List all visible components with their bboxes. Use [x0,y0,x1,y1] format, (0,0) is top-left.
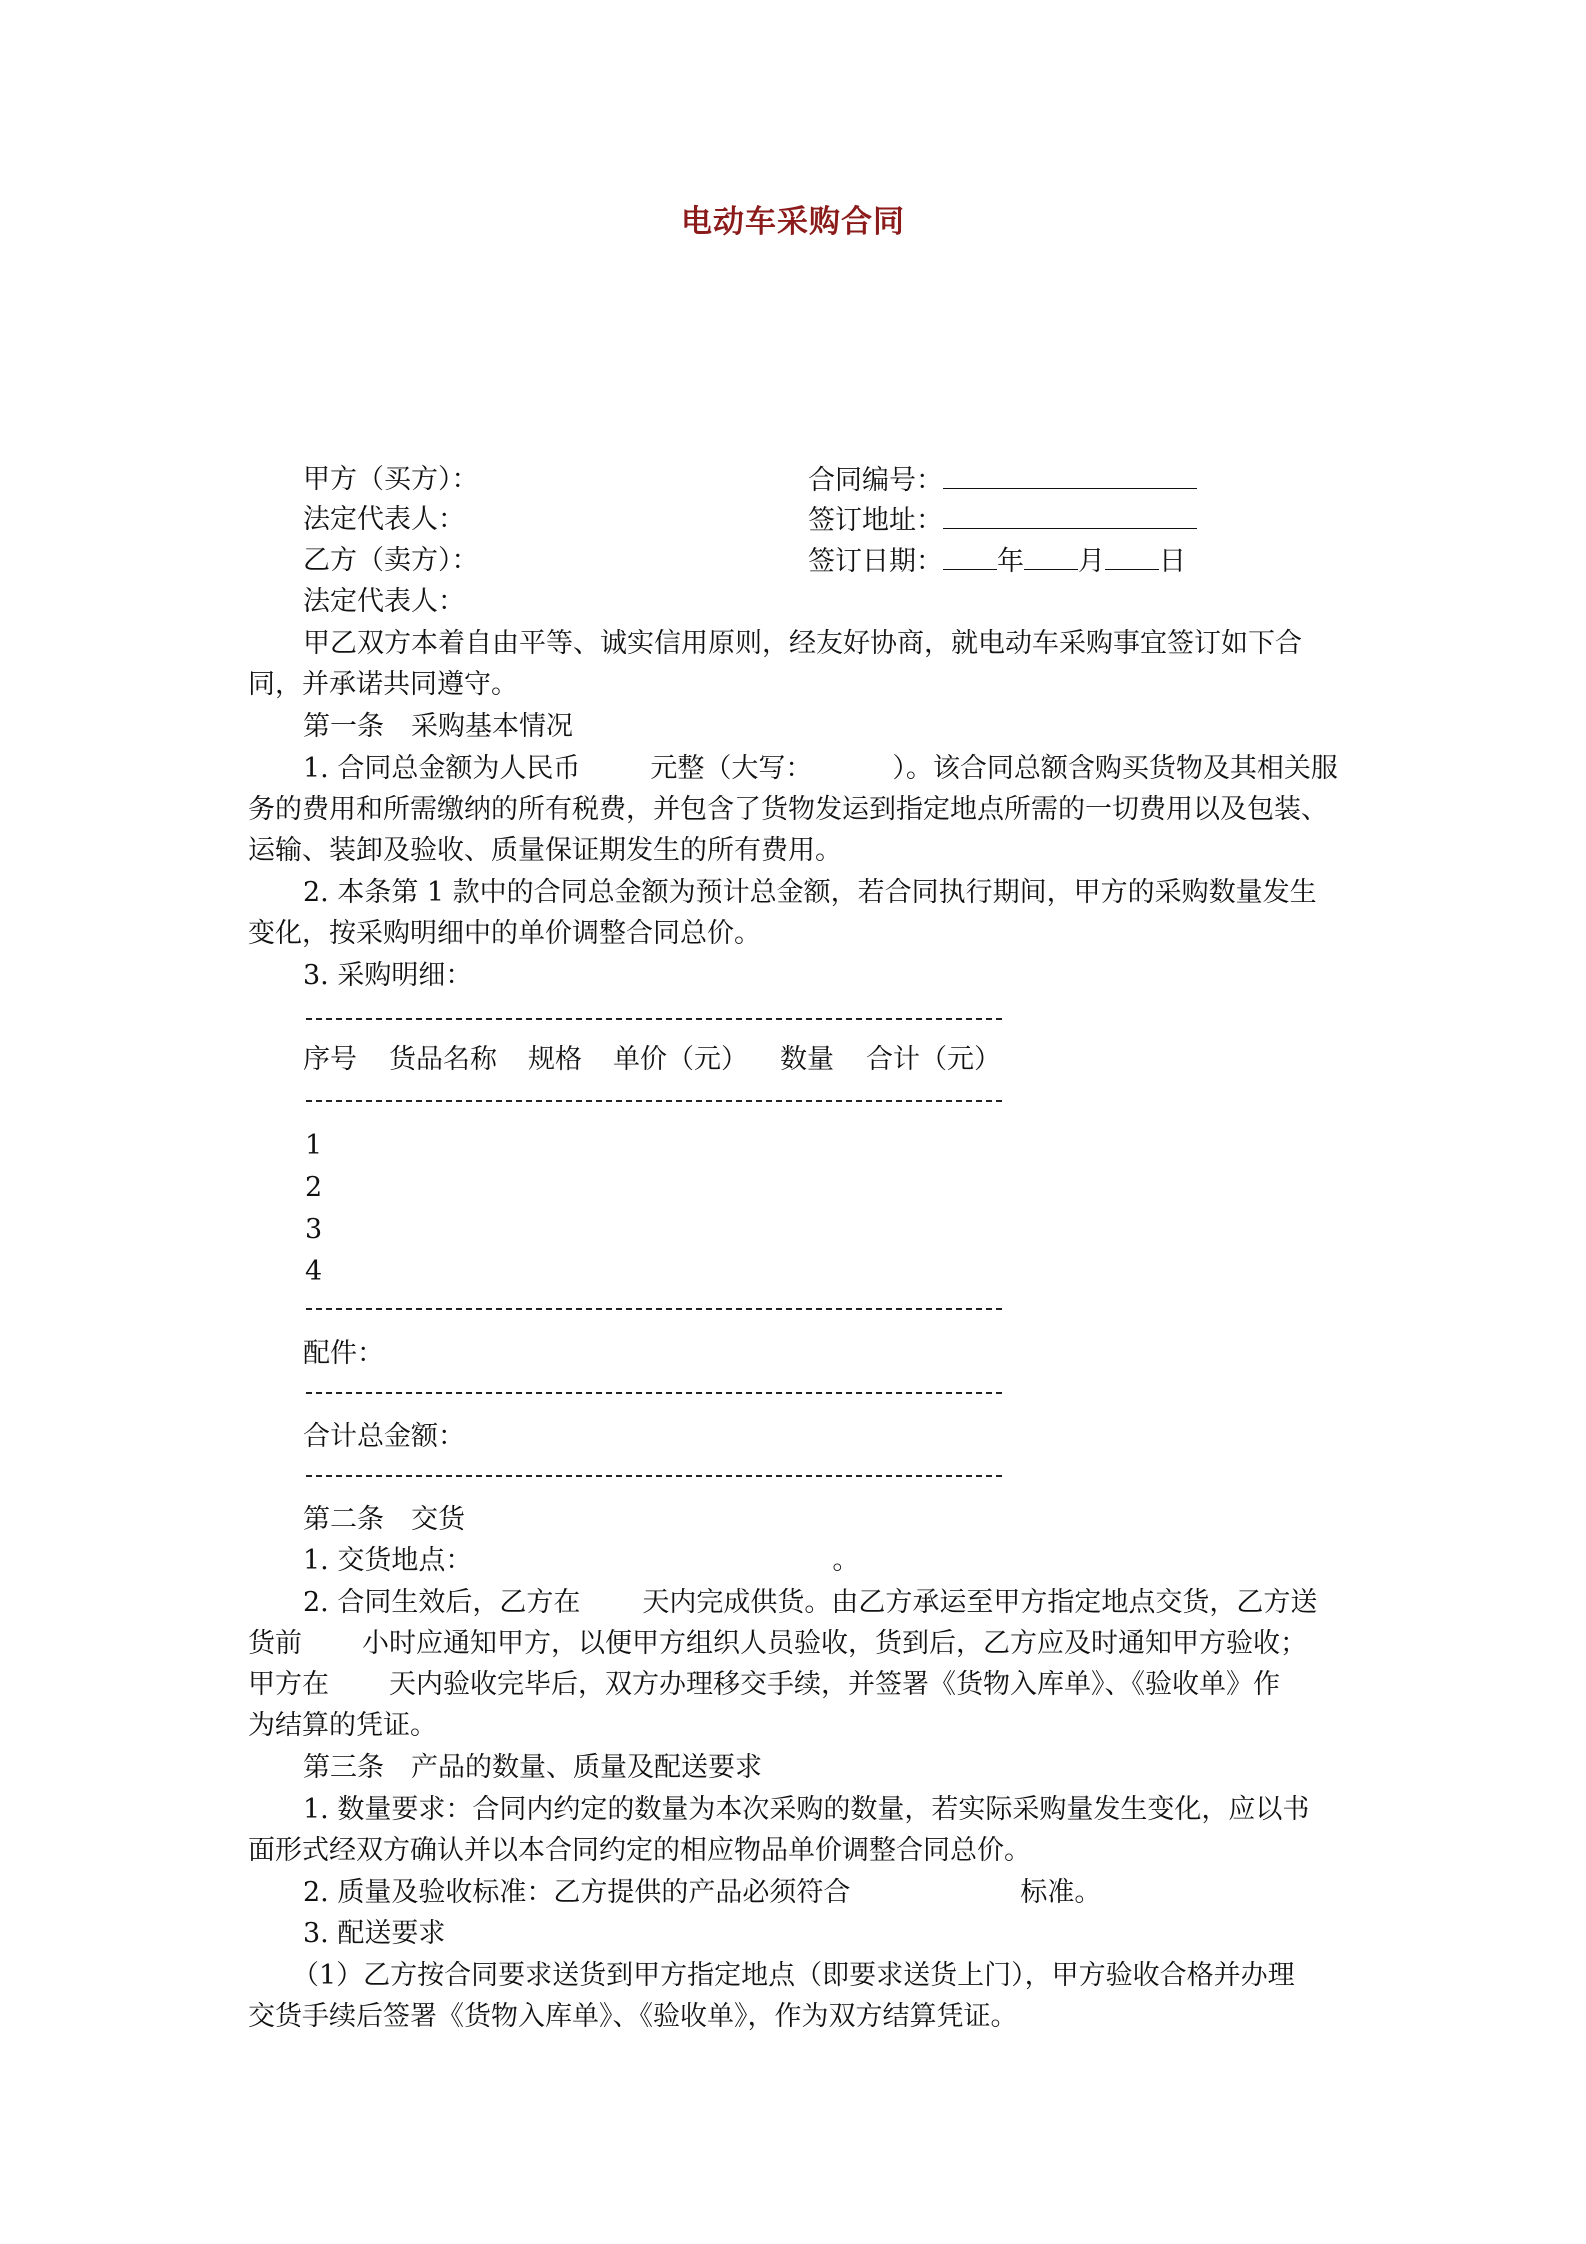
table-row-2: 2 [305,1172,323,1203]
intro-line-1: 甲乙双方本着自由平等、诚实信用原则，经友好协商，就电动车采购事宜签订如下合 [303,628,1302,659]
table-divider-header [306,1100,1002,1102]
legal-rep-b-label: 法定代表人： [303,586,465,617]
inspection-days-label: 甲方在 [248,1669,329,1700]
supply-days-tail: 天内完成供货。由乙方承运至甲方指定地点交货，乙方送 [642,1587,1318,1618]
total-amount-row-label: 合计总金额： [303,1421,465,1452]
delivery-requirement-1-line-1: （1）乙方按合同要求送货到甲方指定地点（即要求送货上门），甲方验收合格并办理 [292,1960,1295,1991]
party-b-label: 乙方（卖方）： [303,545,479,576]
notice-hours-tail: 小时应通知甲方，以便甲方组织人员验收，货到后，乙方应及时通知甲方验收； [362,1628,1307,1659]
article-2-para-2-line-1 [303,1583,1317,1623]
table-row-4: 4 [305,1256,323,1287]
article-2-para-2-line-4: 为结算的凭证。 [248,1710,437,1741]
day-blank [1105,541,1159,570]
contract-number-blank [943,460,1197,489]
day-label: 日 [1159,546,1186,577]
party-a-label: 甲方（买方）： [303,464,479,495]
table-divider-bottom [306,1475,1002,1477]
article-3-para-2 [303,1873,1101,1913]
article-2-heading: 第二条 交货 [303,1504,465,1535]
table-row-1: 1 [305,1130,323,1161]
year-blank [943,541,997,570]
intro-line-2: 同，并承诺共同遵守。 [248,669,518,700]
sign-date-field [808,541,1186,582]
accessories-label: 配件： [303,1338,384,1369]
article-3-heading: 第三条 产品的数量、质量及配送要求 [303,1752,762,1783]
article-2-para-2-line-2 [248,1624,1307,1664]
legal-rep-a-label: 法定代表人： [303,504,465,535]
article-1-para-2-line-1: 2. 本条第 1 款中的合同总金额为预计总金额，若合同执行期间，甲方的采购数量发生 [303,877,1317,908]
article-1-para-1-line-3: 运输、装卸及验收、质量保证期发生的所有费用。 [248,835,842,866]
sign-place-blank [943,500,1197,529]
article-3-para-1-line-1: 1. 数量要求：合同内约定的数量为本次采购的数量，若实际采购量发生变化，应以书 [303,1794,1310,1825]
delivery-place-end: 。 [832,1545,860,1576]
table-divider-top [306,1018,1002,1020]
table-row-3: 3 [305,1214,323,1245]
article-1-para-2-line-2: 变化，按采购明细中的单价调整合同总价。 [248,918,761,949]
table-header-name: 货品名称 [389,1044,497,1075]
contract-number-field [808,460,1197,501]
supply-days-label: 2. 合同生效后，乙方在 [303,1587,581,1618]
purchase-details-label: 3. 采购明细： [303,960,473,991]
total-amount-tail: ）。该合同总额含购买货物及其相关服 [892,753,1338,784]
delivery-place-label: 1. 交货地点： [303,1545,473,1576]
sign-place-label: 签订地址： [808,505,943,536]
month-label: 月 [1078,546,1105,577]
article-3-para-1-line-2: 面形式经双方确认并以本合同约定的相应物品单价调整合同总价。 [248,1835,1031,1866]
delivery-place-line [303,1541,859,1581]
table-divider-accessories [306,1392,1002,1394]
table-header-unit-price: 单价（元） [613,1044,748,1075]
sign-date-label: 签订日期： [808,546,943,577]
delivery-requirement-1-line-2: 交货手续后签署《货物入库单》、《验收单》，作为双方结算凭证。 [248,2001,1018,2032]
notice-hours-label: 货前 [248,1628,302,1659]
article-1-para-1-line-2: 务的费用和所需缴纳的所有税费，并包含了货物发运到指定地点所需的一切费用以及包装、 [248,794,1328,825]
table-header-spec: 规格 [528,1044,582,1075]
table-header-subtotal: 合计（元） [866,1044,1001,1075]
table-divider-rows [306,1308,1002,1310]
article-1-para-1-line-1 [303,749,1338,789]
sign-place-field [808,500,1197,541]
total-amount-label: 1. 合同总金额为人民币 [303,753,581,784]
month-blank [1024,541,1078,570]
table-header-no: 序号 [303,1044,357,1075]
delivery-requirements-label: 3. 配送要求 [303,1918,446,1949]
quality-standard-tail: 标准。 [1020,1877,1102,1908]
article-2-para-2-line-3 [248,1665,1280,1705]
inspection-days-tail: 天内验收完毕后，双方办理移交手续，并签署《货物入库单》、《验收单》作 [389,1669,1280,1700]
quality-standard-label: 2. 质量及验收标准：乙方提供的产品必须符合 [303,1877,851,1908]
contract-number-label: 合同编号： [808,465,943,496]
year-label: 年 [997,546,1024,577]
total-amount-upper-label: 元整（大写： [650,753,813,784]
table-header-quantity: 数量 [780,1044,834,1075]
article-1-heading: 第一条 采购基本情况 [303,711,573,742]
document-title: 电动车采购合同 [681,204,905,240]
